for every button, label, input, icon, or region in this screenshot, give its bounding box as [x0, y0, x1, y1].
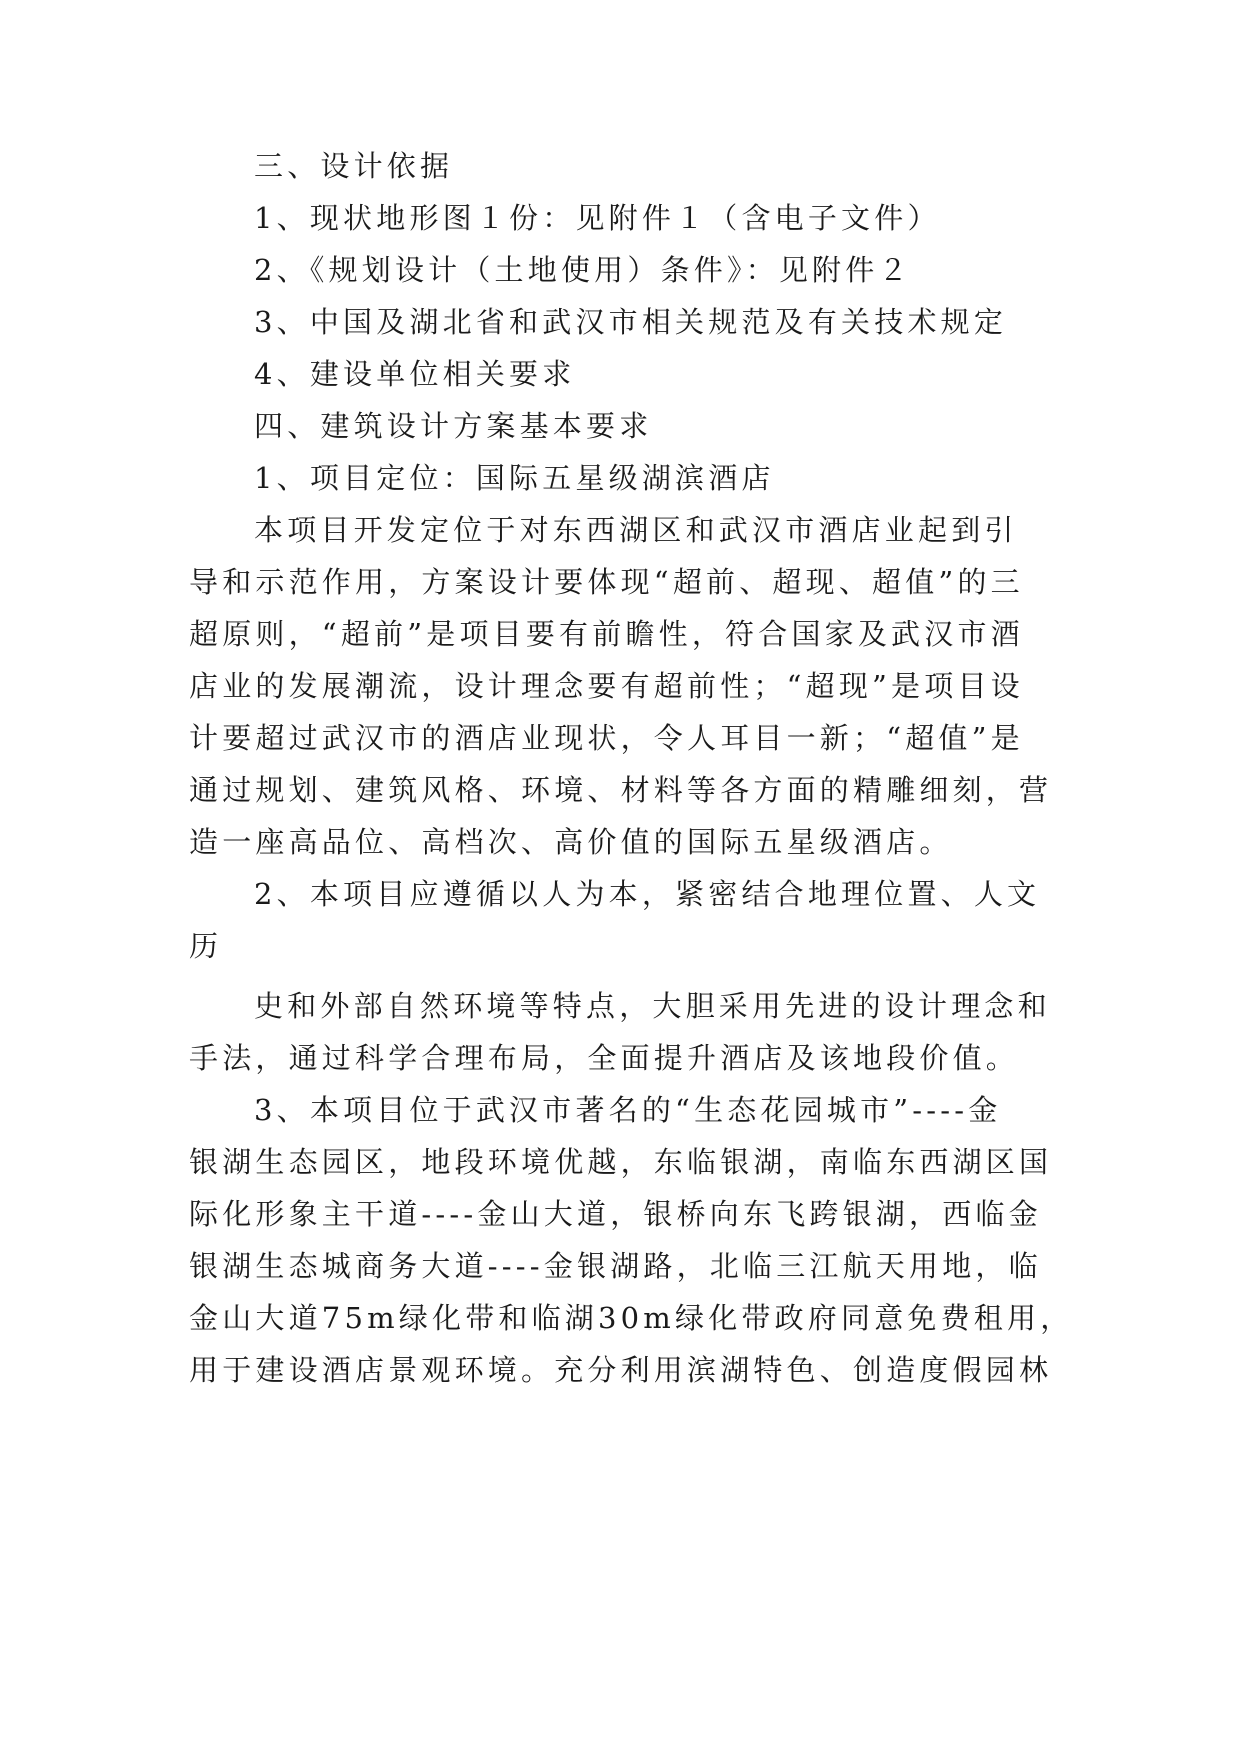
list-item: 4、建设单位相关要求 [254, 357, 576, 391]
paragraph-line: 际化形象主干道----金山大道，银桥向东飞跨银湖，西临金 [189, 1197, 1042, 1231]
paragraph-line: 导和示范作用，方案设计要体现“超前、超现、超值”的三 [189, 565, 1024, 599]
paragraph-line: 2、本项目应遵循以人为本，紧密结合地理位置、人文 [254, 877, 1041, 911]
section-heading-requirements: 四、建筑设计方案基本要求 [254, 409, 653, 443]
paragraph-line: 通过规划、建筑风格、环境、材料等各方面的精雕细刻，营 [189, 773, 1053, 807]
paragraph-line: 3、本项目位于武汉市著名的“生态花园城市”----金 [254, 1093, 1002, 1127]
paragraph-line: 银湖生态园区，地段环境优越，东临银湖，南临东西湖区国 [189, 1145, 1053, 1179]
list-item: 2、《规划设计（土地使用）条件》：见附件２ [254, 253, 912, 287]
paragraph-line: 造一座高品位、高档次、高价值的国际五星级酒店。 [189, 825, 953, 859]
paragraph-line: 店业的发展潮流，设计理念要有超前性；“超现”是项目设 [189, 669, 1024, 703]
paragraph-line: 史和外部自然环境等特点，大胆采用先进的设计理念和 [254, 989, 1051, 1023]
list-item: 1、项目定位：国际五星级湖滨酒店 [254, 461, 775, 495]
list-item: 3、中国及湖北省和武汉市相关规范及有关技术规定 [254, 305, 1008, 339]
paragraph-line: 历 [189, 929, 223, 963]
paragraph-line: 本项目开发定位于对东西湖区和武汉市酒店业起到引 [254, 513, 1018, 547]
paragraph-line: 用于建设酒店景观环境。充分利用滨湖特色、创造度假园林 [189, 1353, 1053, 1387]
paragraph-line: 超原则，“超前”是项目要有前瞻性，符合国家及武汉市酒 [189, 617, 1024, 651]
section-heading-design-basis: 三、设计依据 [254, 149, 454, 183]
paragraph-line: 手法，通过科学合理布局，全面提升酒店及该地段价值。 [189, 1041, 1020, 1075]
paragraph-line: 银湖生态城商务大道----金银湖路，北临三江航天用地，临 [189, 1249, 1042, 1283]
list-item: 1、现状地形图１份：见附件１（含电子文件） [254, 201, 941, 235]
paragraph-line: 金山大道75m绿化带和临湖30m绿化带政府同意免费租用， [189, 1301, 1074, 1335]
paragraph-line: 计要超过武汉市的酒店业现状，令人耳目一新；“超值”是 [189, 721, 1024, 755]
